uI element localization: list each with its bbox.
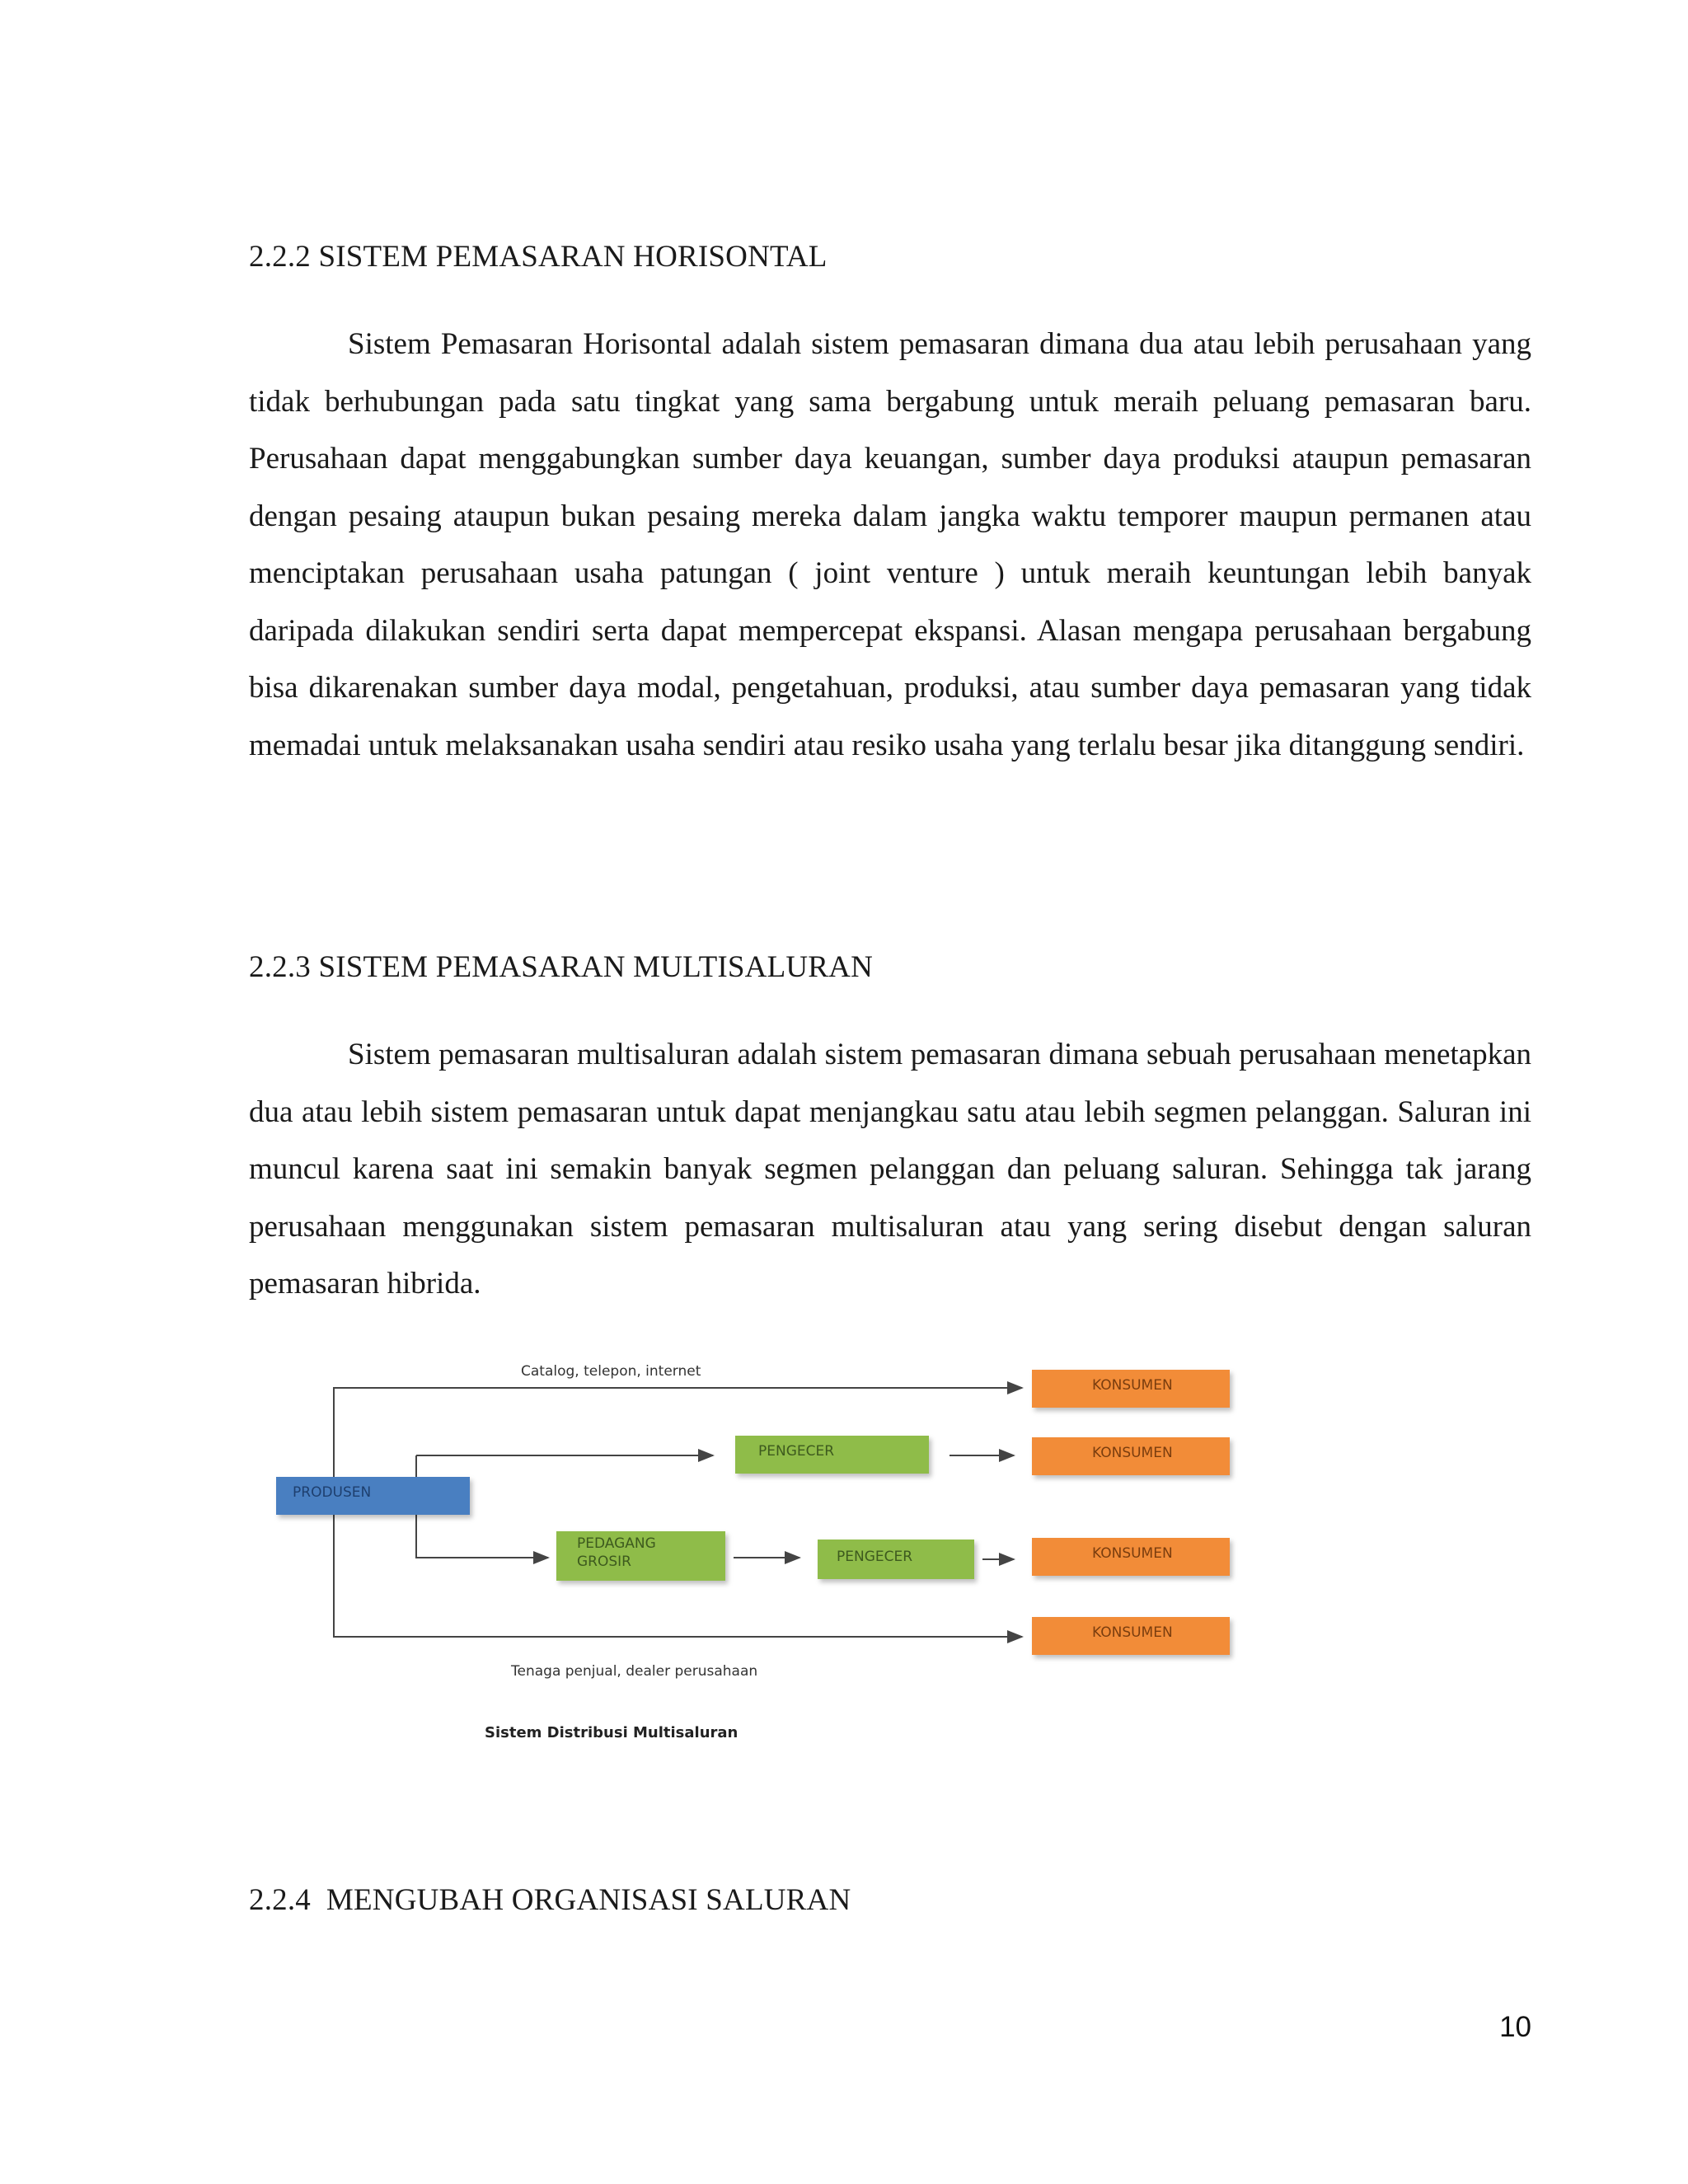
section-heading-multisaluran: 2.2.3 SISTEM PEMASARAN MULTISALURAN bbox=[249, 950, 874, 984]
section-heading-mengubah-organisasi: 2.2.4 MENGUBAH ORGANISASI SALURAN bbox=[249, 1883, 851, 1917]
consumer-label-4: KONSUMEN bbox=[1092, 1624, 1173, 1641]
consumer-label-2: KONSUMEN bbox=[1092, 1445, 1173, 1461]
multichannel-distribution-diagram bbox=[264, 1352, 1253, 1755]
section-heading-horisontal: 2.2.2 SISTEM PEMASARAN HORISONTAL bbox=[249, 240, 828, 274]
page-number: 10 bbox=[1499, 2011, 1531, 2043]
consumer-label-1: KONSUMEN bbox=[1092, 1377, 1173, 1394]
wholesaler-label: PEDAGANG GROSIR bbox=[577, 1535, 656, 1570]
producer-label: PRODUSEN bbox=[293, 1484, 372, 1501]
direct-channel-label-bottom: Tenaga penjual, dealer perusahaan bbox=[511, 1663, 758, 1680]
retailer-label-2: PENGECER bbox=[837, 1549, 913, 1565]
paragraph-multisaluran: Sistem pemasaran multisaluran adalah sistem pemasaran dimana sebuah perusahaan menetapkan dua atau lebih sistem pemasaran untuk dapat menjangkau satu atau lebih segmen pelanggan. Saluran ini muncul karena saat ini semakin banyak segmen pelanggan dan peluang saluran. Sehingga tak jarang perusahaan menggunakan sistem pemasaran multisaluran atau yang sering disebut dengan saluran pemasaran hibrida. bbox=[249, 1038, 1531, 1301]
figure-caption: Sistem Distribusi Multisaluran bbox=[485, 1724, 738, 1741]
paragraph-horisontal: Sistem Pemasaran Horisontal adalah sistem pemasaran dimana dua atau lebih perusahaan yang tidak berhubungan pada satu tingkat yang sama bergabung untuk meraih peluang pemasaran baru. Perusahaan dapat menggabungkan sumber daya keuangan, sumber daya produksi ataupun pemasaran dengan pesaing ataupun bukan pesaing mereka dalam jangka waktu temporer maupun permanen atau menciptakan perusahaan usaha patungan ( joint venture ) untuk meraih keuntungan lebih banyak daripada dilakukan sendiri serta dapat mempercepat ekspansi. Alasan mengapa perusahaan bergabung bisa dikarenakan sumber daya modal, pengetahuan, produksi, atau sumber daya pemasaran yang tidak memadai untuk melaksanakan usaha sendiri atau resiko usaha yang terlalu besar jika ditanggung sendiri. bbox=[249, 327, 1531, 762]
consumer-label-3: KONSUMEN bbox=[1092, 1545, 1173, 1562]
direct-channel-label-top: Catalog, telepon, internet bbox=[521, 1363, 701, 1380]
retailer-label-1: PENGECER bbox=[758, 1443, 835, 1460]
